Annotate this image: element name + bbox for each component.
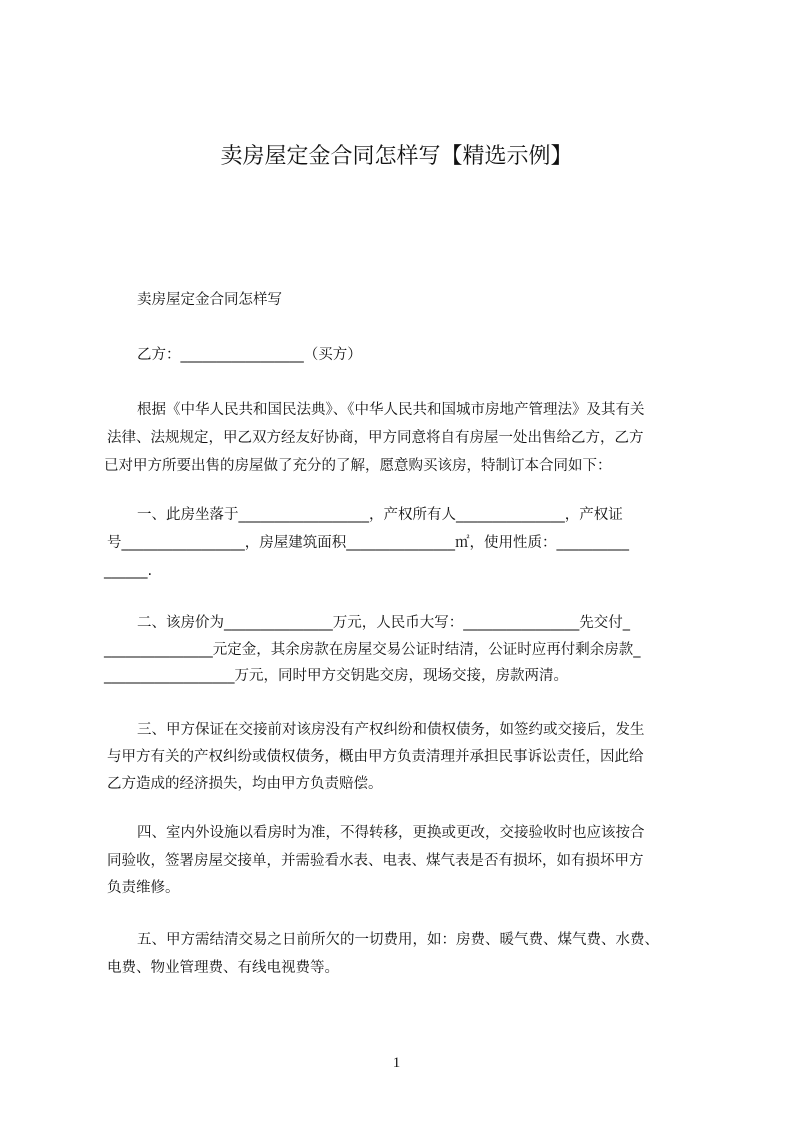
paragraph-line: 五、甲方需结清交易之日前所欠的一切费用，如：房费、暖气费、煤气费、水费、 [137, 932, 659, 948]
document-title: 卖房屋定金合同怎样写【精选示例】 [220, 144, 573, 169]
document-subtitle: 卖房屋定金合同怎样写 [137, 292, 282, 308]
paragraph-line: ______. [104, 563, 153, 579]
paragraph-line: 同验收，签署房屋交接单，并需验看水表、电表、煤气表是否有损坏，如有损坏甲方 [107, 853, 644, 869]
paragraph-line: 法律、法规规定，甲乙双方经友好协商，甲方同意将自有房屋一处出售给乙方，乙方 [107, 430, 644, 446]
paragraph-line: 四、室内外设施以看房时为准，不得转移，更换或更改，交接验收时也应该按合 [137, 825, 645, 841]
paragraph-line: 号_________________，房屋建筑面积_______________㎡，使用性质：__________ [107, 535, 629, 551]
paragraph-line: 电费、物业管理费、有线电视费等。 [107, 960, 339, 976]
paragraph-line: 二、该房价为_______________万元，人民币大写：________________先交付_ [137, 615, 630, 631]
paragraph-line: __________________万元，同时甲方交钥匙交房，现场交接，房款两清。 [104, 668, 568, 684]
paragraph-line: 一、此房坐落于__________________，产权所有人_______________，产权证 [137, 507, 623, 523]
paragraph-line: 已对甲方所要出售的房屋做了充分的了解，愿意购买该房，特制订本合同如下： [104, 458, 612, 474]
paragraph-line: 与甲方有关的产权纠纷或债权债务，概由甲方负责清理并承担民事诉讼责任，因此给 [107, 749, 644, 765]
page-number: 1 [392, 1055, 401, 1071]
paragraph-line: 根据《中华人民共和国民法典》、《中华人民共和国城市房地产管理法》及其有关 [137, 402, 645, 418]
paragraph-line: 三、甲方保证在交接前对该房没有产权纠纷和债权债务，如签约或交接后，发生 [137, 722, 645, 738]
paragraph-line: 乙方造成的经济损失，均由甲方负责赔偿。 [107, 776, 383, 792]
paragraph-line: 负责维修。 [107, 880, 180, 896]
paragraph-line: _______________元定金，其余房款在房屋交易公证时结清，公证时应再付剩余房款_ [104, 642, 641, 658]
party-b-line: 乙方：_________________（买方） [137, 347, 362, 363]
